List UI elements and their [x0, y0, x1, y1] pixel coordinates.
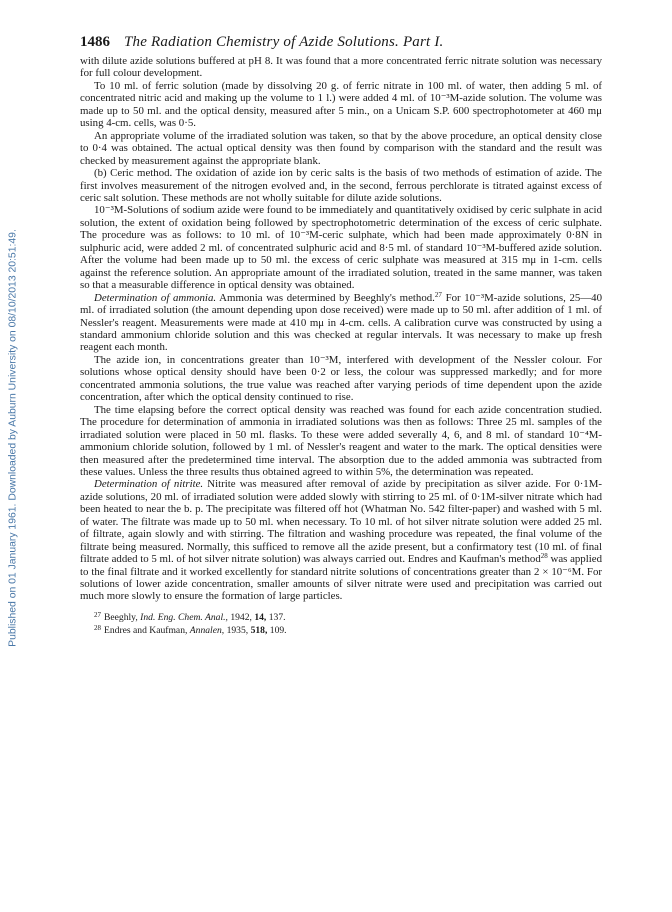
paragraph: An appropriate volume of the irradiated solution was taken, so that by the above procedure, an optical density close to 0·4 was obtained. The actual optical density was then found by comparison with the standard and the result was checked by measurement against the appropriate blank.	[80, 129, 602, 167]
paragraph: with dilute azide solutions buffered at pH 8. It was found that a more concentrated ferric nitrate solution was necessary for full colour development.	[80, 55, 602, 80]
reference-volume: 518,	[250, 625, 268, 637]
paragraph-text: was applied to the final filtrate and it worked excellently for standard nitrite solutions of concentrations greater than 2 × 10⁻⁶M. For solutions of lower azide concentration, smaller amounts of silver nitrate were used and precipitation was carried out much more slowly to ensure the formation of large particles.	[80, 553, 602, 603]
paragraph: (b) Ceric method. The oxidation of azide ion by ceric salts is the basis of two methods of estimation of azide. The first involves measurement of the nitrogen evolved and, in the second, ferrous perchlorate is titrated against excess of ceric salt solution. These methods are not wholly suitable for dilute azide solutions.	[80, 167, 602, 204]
reference-number: 27	[94, 610, 101, 619]
section-heading: Determination of nitrite.	[94, 478, 204, 491]
paper-page	[80, 34, 602, 636]
citation: 28	[540, 552, 548, 561]
paragraph-nitrite	[80, 478, 602, 603]
running-title: The Radiation Chemistry of Azide Solutions. Part I.	[124, 34, 444, 50]
paragraph-text: For 10⁻³M-azide solutions, 25—40 ml. of irradiated solution (the amount depending upon dose received) were made up to 50 ml. after addition of 1 ml. of Nessler's reagent. Measurements were made at 410 mμ in 4-cm. cells. A calibration curve was constructed by using a standard ammonium chloride solution and this was checked at regular intervals. It was necessary to make up fresh reagent each month.	[80, 291, 602, 354]
references	[80, 610, 602, 636]
reference-year: 1935,	[226, 625, 249, 637]
reference-item	[94, 610, 602, 623]
reference-authors: Endres and Kaufman,	[104, 625, 188, 637]
paragraph: The azide ion, in concentrations greater than 10⁻³M, interfered with development of the Nessler colour. For solutions whose optical density should have been 0·2 or less, the colour was suppressed markedly; and for more concentrated ammonia solutions, the true value was reached after varying periods of time dependent upon the azide concentration, after which the optical density continued to rise.	[80, 353, 602, 404]
page-header	[80, 34, 602, 51]
reference-page: 137.	[268, 611, 286, 623]
reference-journal: Ind. Eng. Chem. Anal.,	[140, 611, 228, 623]
paragraph: The time elapsing before the correct optical density was reached was found for each azide concentration studied. The procedure for determination of ammonia in irradiated solutions was then as follows: Three 25 ml. samples of the irradiated solution were placed in 50 ml. flasks. To these were added severally 4, 6, and 8 ml. of standard 10⁻⁴M-ammonium chloride solution, followed by 1 ml. of Nessler's reagent and water to the mark. The optical densities were then measured after the predetermined time interval. The absorption due to the added ammonia was subtracted from these values. Unless the three results thus obtained agreed to within 5%, the determination was repeated.	[80, 403, 602, 478]
reference-year: 1942,	[230, 611, 252, 623]
paragraph-text: Ammonia was determined by Beeghly's method.	[219, 291, 435, 304]
body-text	[80, 55, 602, 603]
paragraph-text: Nitrite was measured after removal of azide by precipitation as silver azide. For 0·1M-azide solutions, 20 ml. of irradiated solution were added slowly with stirring to 25 ml. of 0·1M-silver nitrate which had been heated to near the b. p. The precipitate was filtered off hot (Whatman No. 542 filter-paper) and washed with 5 ml. of water. The filtrate was made up to 50 ml. when necessary. To 10 ml. of hot silver nitrate solution were added 25 ml. of filtrate, again slowly and with stirring. The filtration and washing procedure was repeated, the final volume of the filtrate being measured. Normally, this sufficed to remove all the azide present, but a confirmatory test (10 ml. of final filtrate added to 5 ml. of hot silver nitrate solution) was always carried out. Endres and Kaufman's method	[80, 478, 602, 566]
reference-authors: Beeghly,	[104, 611, 138, 623]
reference-volume: 14,	[254, 611, 267, 623]
download-sidebar	[0, 0, 26, 912]
page-number: 1486	[80, 34, 110, 50]
reference-page: 109.	[269, 625, 287, 637]
paragraph: 10⁻³M-Solutions of sodium azide were found to be immediately and quantitatively oxidised by ceric sulphate in acid solution, the extent of oxidation being followed by spectrophotometric determination of the excess of ceric sulphate. The procedure was as follows: to 10 ml. of 10⁻³M-ceric sulphate, which had been made approximately 0·8N in sulphuric acid, were added 2 ml. of concentrated sulphuric acid and 8·5 ml. of standard 10⁻³M-buffered azide solution. After the volume had been made up to 50 ml. the excess of ceric sulphate was measured at 315 mμ in 1-cm. cells against the reference solution. An appropriate amount of the irradiated solution, treated in the same manner, was taken so that a measurable difference in optical density was obtained.	[80, 204, 602, 292]
section-heading: Determination of ammonia.	[94, 291, 217, 304]
paragraph-ammonia	[80, 292, 602, 354]
reference-journal: Annalen,	[189, 625, 225, 637]
reference-number: 28	[94, 624, 101, 633]
download-notice: Published on 01 January 1961. Downloaded by Auburn University on 08/10/2013 20:51:49.	[7, 229, 19, 647]
reference-item	[94, 623, 602, 636]
citation: 27	[434, 290, 442, 299]
paragraph: To 10 ml. of ferric solution (made by dissolving 20 g. of ferric nitrate in 100 ml. of water, then adding 5 ml. of concentrated nitric acid and making up the volume to 1 l.) were added 4 ml. of 10⁻³M-azide solution. The volume was made up to 50 ml. and the optical density, measured after 5 min., on a Unicam S.P. 600 spectrophotometer at 460 mμ using 4-cm. cells, was 0·5.	[80, 79, 602, 130]
